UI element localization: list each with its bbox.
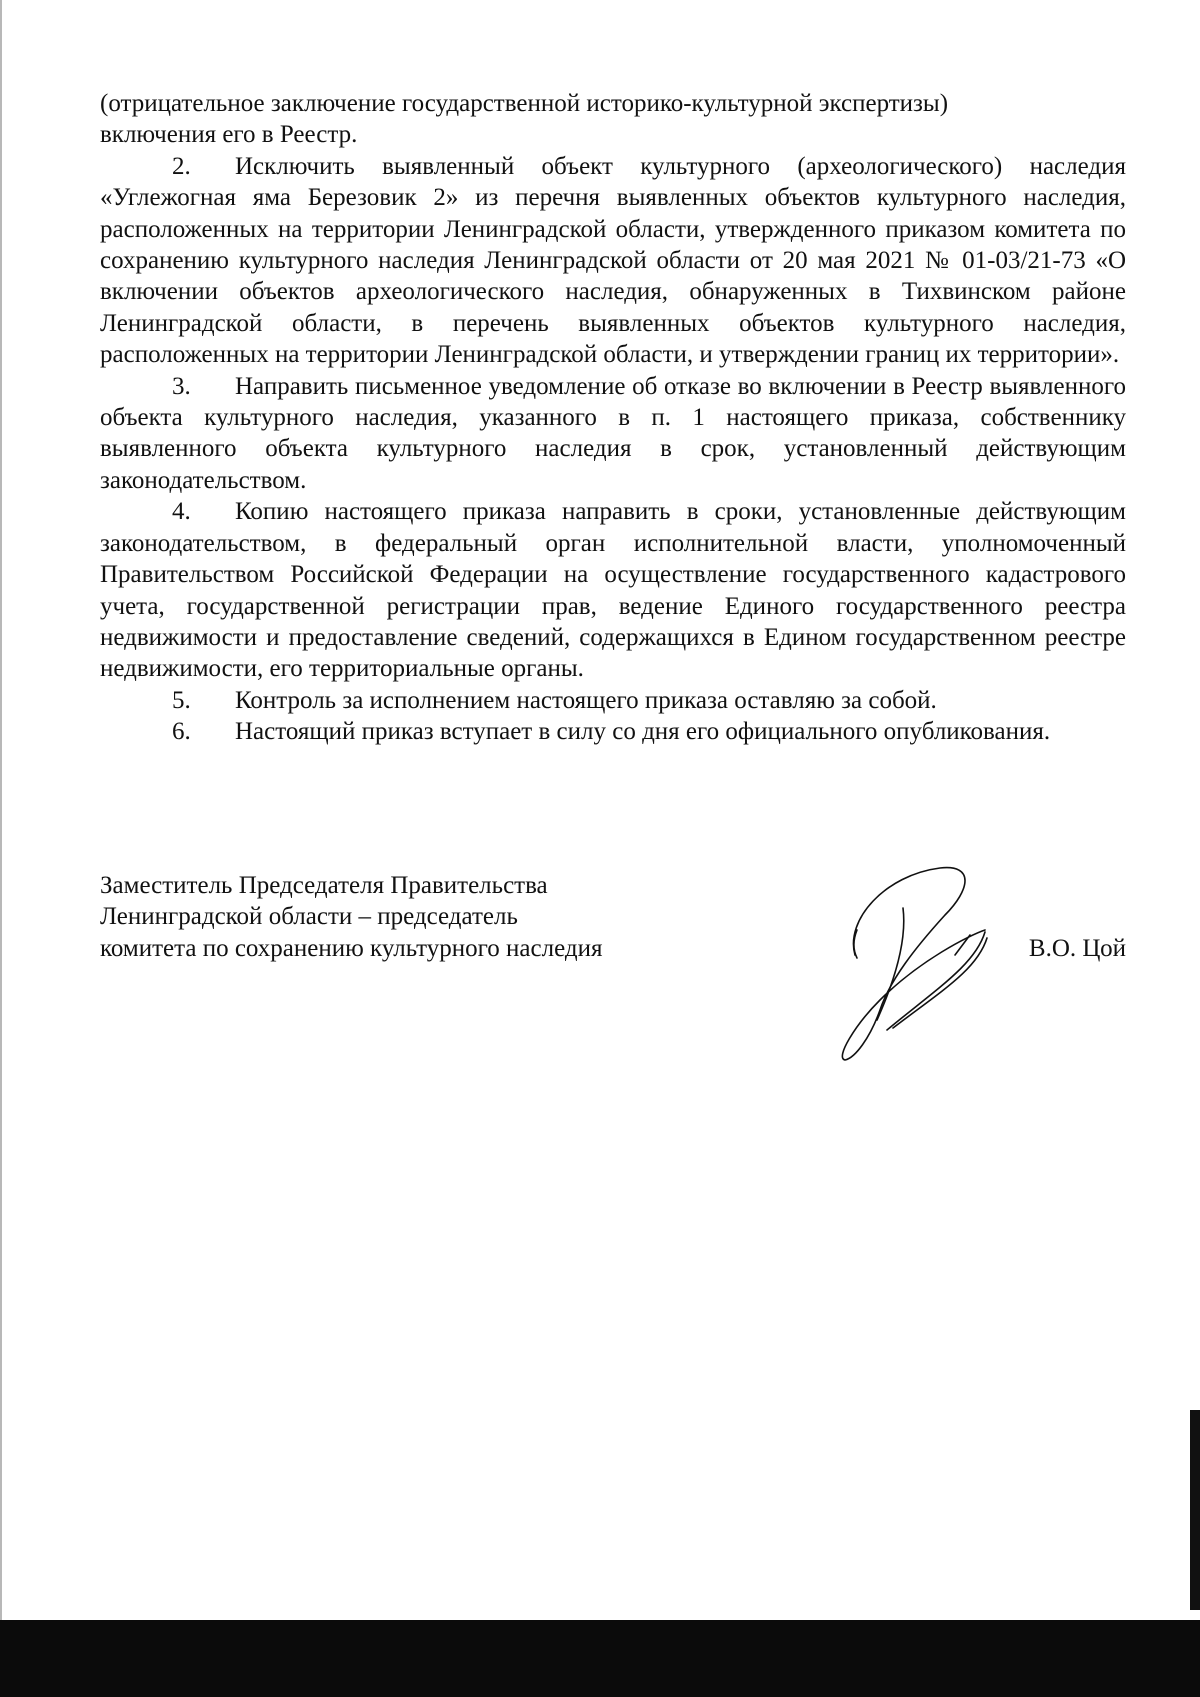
clause-4 <box>100 496 1126 684</box>
scan-edge-right <box>1190 1410 1200 1610</box>
intro-line-2: включения его в Реестр. <box>100 121 358 149</box>
clause-3 <box>100 371 1126 497</box>
clause-5 <box>100 685 1126 716</box>
intro-paragraph <box>100 88 1126 151</box>
clause-text: Настоящий приказ вступает в силу со дня его официального опубликования. <box>235 718 1051 746</box>
signatory-title-line: комитета по сохранению культурного наследия <box>100 934 603 962</box>
clause-number: 3. <box>172 372 191 400</box>
document-body <box>100 88 1126 748</box>
clause-number: 5. <box>172 686 191 714</box>
signatory-name: В.О. Цой <box>1028 935 1126 962</box>
clause-number: 2. <box>172 152 191 180</box>
clause-text: Копию настоящего приказа направить в сроки, установленные действующим законодательством, в федеральный орган исполнительной власти, уполномоченный Правительством Российской Федерации на осуществление государственного кадастрового учета, государственной регистрации прав, ведение Единого государственного реестра недвижимости и предоставление сведений, содержащихся в Едином государственном реестре недвижимости, его территориальные органы. <box>100 498 1126 683</box>
clause-text: Направить письменное уведомление об отказе во включении в Реестр выявленного объекта культурного наследия, указанного в п. 1 настоящего приказа, собственнику выявленного объекта культурного наследия в срок, установленный действующим законодательством. <box>100 372 1126 494</box>
intro-line-1: (отрицательное заключение государственной историко-культурной экспертизы) <box>100 90 949 117</box>
signatory-title <box>100 870 602 964</box>
clause-number: 6. <box>172 718 191 746</box>
scan-edge-left <box>0 0 2 1620</box>
scan-bottom-border <box>0 1620 1200 1697</box>
signatory-title-line: Заместитель Председателя Правительства <box>100 872 548 899</box>
clause-6 <box>100 716 1126 747</box>
clause-2 <box>100 151 1126 371</box>
clause-text: Контроль за исполнением настоящего приказа оставляю за собой. <box>235 686 937 714</box>
signature-block <box>100 870 1126 1070</box>
clause-text: Исключить выявленный объект культурного (археологического) наследия «Углежогная яма Березовик 2» из перечня выявленных объектов культурного наследия, расположенных на территории Ленинградской области, утвержденного приказом комитета по сохранению культурного наследия Ленинградской области от 20 мая 2021 № 01-03/21-73 «О включении объектов археологического наследия, обнаруженных в Тихвинском районе Ленинградской области, в перечень выявленных объектов культурного наследия, расположенных на территории Ленинградской области, и утверждении границ их территории». <box>100 152 1126 369</box>
clause-number: 4. <box>172 498 191 526</box>
signatory-title-line: Ленинградской области – председатель <box>100 903 518 931</box>
